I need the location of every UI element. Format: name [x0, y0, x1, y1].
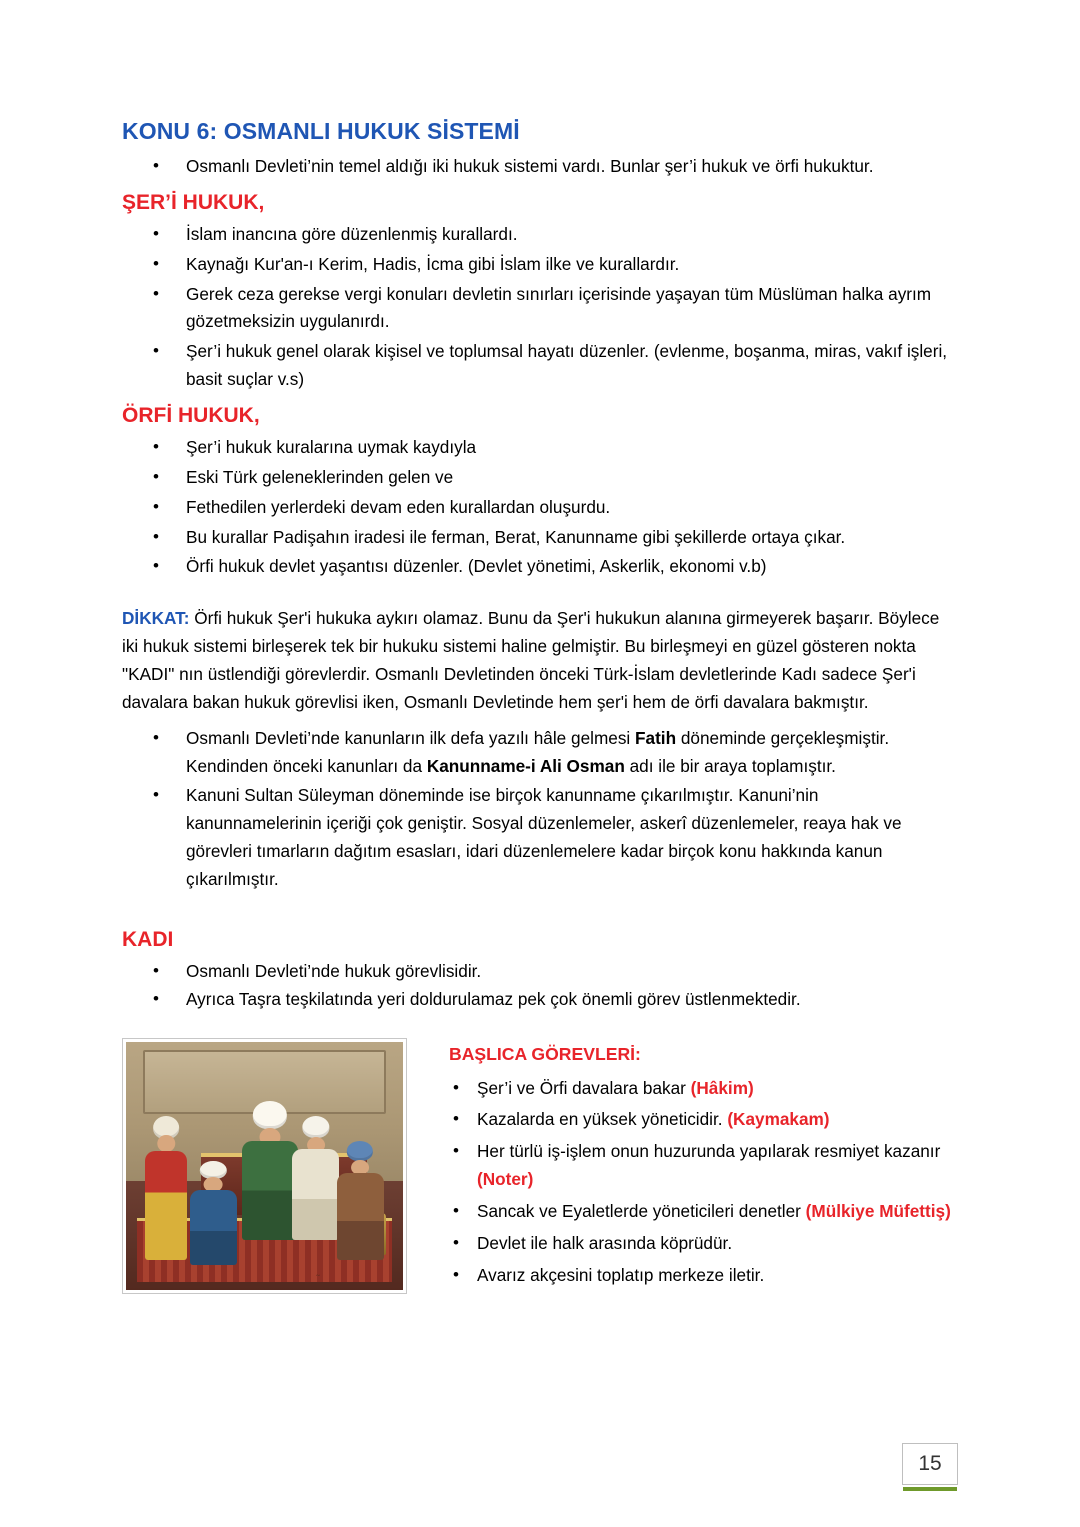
list-item: • Kanuni Sultan Süleyman döneminde ise birçok kanunname çıkarılmıştır. Kanuni’nin kanunnamelerinin içeriği çok geniştir. Sosyal düzenlemeler, askerî düzenlemeler, reaya hak ve görevleri tımarların dağıtım esasları, idari düzenlemelere kadar birçok konu hakkında kanun çıkarılmıştır.	[122, 782, 958, 893]
painting-figure-kneeling-blue	[190, 1161, 237, 1265]
painting-figure-kneeling-right	[337, 1141, 384, 1260]
list-item: • Osmanlı Devleti’nin temel aldığı iki hukuk sistemi vardı. Bunlar şer’i hukuk ve örfi hukuktur.	[122, 153, 958, 181]
list-item: • Kaynağı Kur'an-ı Kerim, Hadis, İcma gibi İslam ilke ve kurallardır.	[122, 251, 958, 279]
gorev-tag: (Hâkim)	[690, 1077, 754, 1098]
turban-icon	[302, 1116, 329, 1138]
gorev-text: Kazalarda en yüksek yöneticidir.	[477, 1109, 728, 1130]
list-item: • Eski Türk geleneklerinden gelen ve	[122, 464, 958, 492]
list-item: • İslam inancına göre düzenlenmiş kurallardı.	[122, 221, 958, 249]
kadi-bullet-list	[122, 958, 958, 1014]
list-item	[447, 1262, 958, 1290]
list-item: • Şer’i hukuk kuralarına uymak kaydıyla	[122, 434, 958, 462]
dikkat-paragraph	[122, 605, 958, 716]
gorev-text: Avarız akçesini toplatıp merkeze iletir.	[477, 1264, 765, 1285]
dikkat-text: Örfi hukuk Şer'i hukuka aykırı olamaz. Bunu da Şer'i hukukun alanına girmeyerek başarır. Böylece iki hukuk sistemi birleşerek tek bir hukuku sistemi haline gelmiştir. Bu birleşmeyi en güzel gösteren nokta "KADI" nın üstlendiği görevlerdir. Osmanlı Devletinden önceki Türk-İslam devletlerinde Kadı sadece Şer'i davalara bakan hukuk görevlisi iken, Osmanlı Devletinde hem şer'i hem de örfi davalara bakmıştır.	[122, 608, 940, 712]
kanun-text-3: adı ile bir araya toplamıştır.	[624, 755, 836, 776]
turban-icon	[347, 1141, 373, 1161]
kanun-text-2: döneminde gerçekleşmiştir. Kendinden önceki kanunları da	[186, 727, 890, 776]
gorevleri-title: BAŞLICA GÖREVLERİ:	[449, 1043, 641, 1064]
list-item	[447, 1106, 958, 1134]
figure-robe	[292, 1149, 339, 1240]
list-item	[122, 725, 958, 781]
list-item	[447, 1198, 958, 1226]
painting-signature: ~	[316, 1271, 320, 1280]
list-item: • Örfi hukuk devlet yaşantısı düzenler. (Devlet yönetimi, Askerlik, ekonomi v.b)	[122, 553, 958, 581]
kanun-bullet-list	[122, 725, 958, 894]
kadi-illustration-row	[122, 1038, 958, 1294]
kadi-illustration-frame	[122, 1038, 407, 1294]
page-number: 15	[902, 1443, 958, 1485]
intro-bullet-list	[122, 153, 958, 181]
seri-hukuk-bullet-list	[122, 221, 958, 394]
gorevleri-list	[447, 1075, 958, 1290]
page-title: KONU 6: OSMANLI HUKUK SİSTEMİ	[122, 118, 520, 144]
turban-icon	[253, 1101, 287, 1129]
section-heading-kadi: KADI	[122, 927, 174, 951]
list-item	[447, 1138, 958, 1194]
figure-robe	[242, 1141, 297, 1240]
painting-figure-seated-right	[292, 1116, 339, 1240]
orfi-hukuk-bullet-list	[122, 434, 958, 581]
gorev-tag: (Kaymakam)	[727, 1109, 830, 1130]
gorev-tag: (Noter)	[477, 1169, 534, 1190]
kanun-text-1: Osmanlı Devleti’nde kanunların ilk defa yazılı hâle gelmesi	[186, 727, 636, 748]
figure-robe	[145, 1151, 187, 1260]
list-item: • Ayrıca Taşra teşkilatında yeri doldurulamaz pek çok önemli görev üstlenmektedir.	[122, 986, 958, 1014]
painting-figure-standing-left	[145, 1116, 187, 1260]
gorev-text: Şer’i ve Örfi davalara bakar	[477, 1077, 691, 1098]
kanun-bold-fatih: Fatih	[635, 727, 677, 748]
gorevleri-block	[407, 1038, 958, 1294]
gorev-text: Sancak ve Eyaletlerde yöneticileri denetler	[477, 1201, 806, 1222]
gorev-tag: (Mülkiye Müfettiş)	[805, 1201, 951, 1222]
dikkat-note	[122, 605, 958, 716]
figure-robe	[190, 1190, 237, 1265]
list-item: • Fethedilen yerlerdeki devam eden kurallardan oluşurdu.	[122, 494, 958, 522]
section-heading-orfi-hukuk: ÖRFİ HUKUK,	[122, 404, 260, 428]
dikkat-label: DİKKAT:	[122, 608, 190, 629]
list-item: • Osmanlı Devleti’nde hukuk görevlisidir.	[122, 958, 958, 986]
figure-head	[157, 1135, 174, 1152]
list-item: • Gerek ceza gerekse vergi konuları devletin sınırları içerisinde yaşayan tüm Müslüman halka ayrım gözetmeksizin uygulanırdı.	[122, 281, 958, 337]
list-item	[447, 1230, 958, 1258]
kadi-section	[122, 928, 958, 1014]
list-item: • Şer’i hukuk genel olarak kişisel ve toplumsal hayatı düzenler. (evlenme, boşanma, miras, vakıf işleri, basit suçlar v.s)	[122, 338, 958, 394]
kadi-court-painting	[126, 1042, 403, 1290]
painting-figure-kadi-seated	[242, 1101, 297, 1240]
list-item: • Bu kurallar Padişahın iradesi ile ferman, Berat, Kanunname gibi şekillerde ortaya çıkar.	[122, 524, 958, 552]
list-item	[447, 1075, 958, 1103]
section-heading-seri-hukuk: ŞER’İ HUKUK,	[122, 190, 265, 214]
gorev-text: Devlet ile halk arasında köprüdür.	[477, 1232, 733, 1253]
kanun-bold-kanunname: Kanunname-i Ali Osman	[426, 755, 625, 776]
gorev-text: Her türlü iş-işlem onun huzurunda yapılarak resmiyet kazanır	[477, 1141, 941, 1162]
figure-robe	[337, 1173, 384, 1260]
